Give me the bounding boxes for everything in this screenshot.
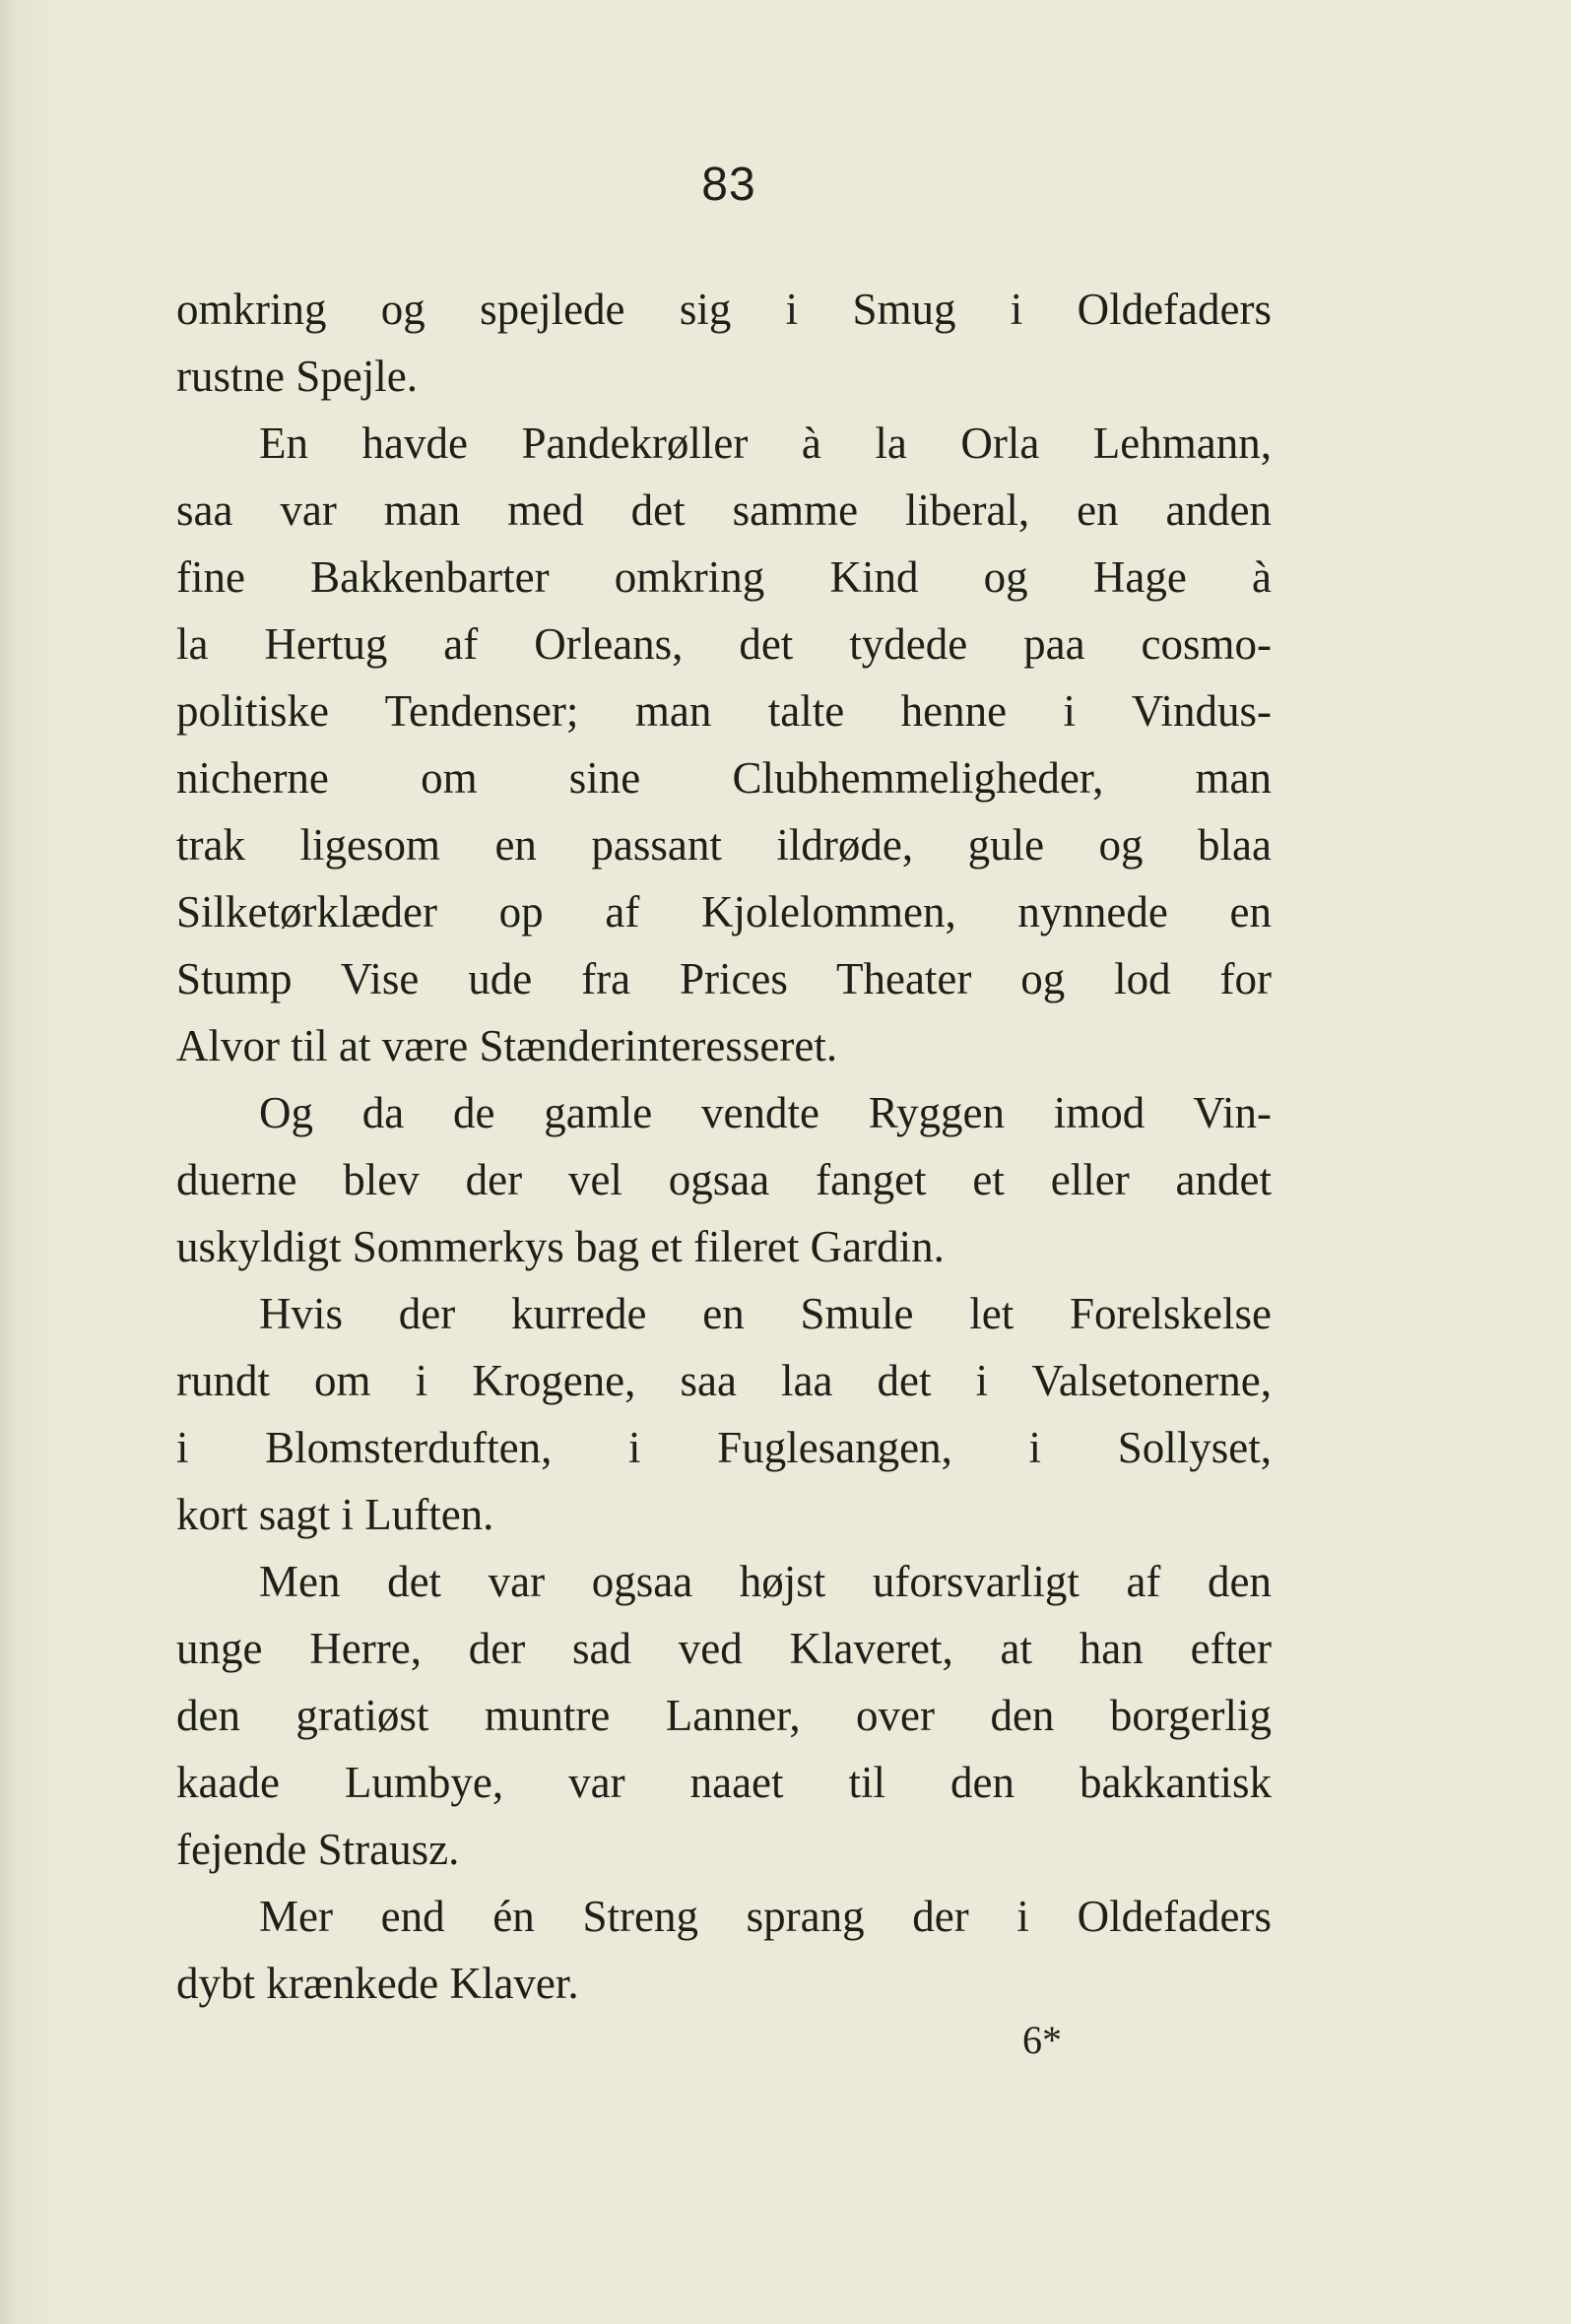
text-line: kort sagt i Luften. xyxy=(176,1490,494,1539)
page-number: 83 xyxy=(701,159,756,211)
text-line: den gratiøst muntre Lanner, over den borgerlig xyxy=(176,1691,1272,1740)
text-line: politiske Tendenser; man talte henne i Vindus- xyxy=(176,686,1272,736)
text-line: fine Bakkenbarter omkring Kind og Hage à xyxy=(176,552,1272,602)
text-line: Og da de gamle vendte Ryggen imod Vin- xyxy=(259,1088,1272,1137)
text-line: kaade Lumbye, var naaet til den bakkantisk xyxy=(176,1758,1272,1807)
text-line: rustne Spejle. xyxy=(176,352,418,401)
text-line: omkring og spejlede sig i Smug i Oldefaders xyxy=(176,285,1272,334)
text-line: unge Herre, der sad ved Klaveret, at han efter xyxy=(176,1624,1272,1673)
signature-mark: 6* xyxy=(1022,2018,1062,2062)
text-line: dybt krænkede Klaver. xyxy=(176,1959,579,2008)
body-text xyxy=(176,276,1272,2017)
text-line: uskyldigt Sommerkys bag et fileret Gardin. xyxy=(176,1222,945,1271)
text-line: En havde Pandekrøller à la Orla Lehmann, xyxy=(259,419,1272,468)
text-line: la Hertug af Orleans, det tydede paa cosmo- xyxy=(176,619,1272,669)
text-line: trak ligesom en passant ildrøde, gule og blaa xyxy=(176,820,1272,870)
text-line: rundt om i Krogene, saa laa det i Valsetonerne, xyxy=(176,1356,1272,1405)
text-line: Silketørklæder op af Kjolelommen, nynnede en xyxy=(176,887,1272,936)
text-line: saa var man med det samme liberal, en anden xyxy=(176,485,1272,535)
text-line: fejende Strausz. xyxy=(176,1825,460,1874)
text-line: Stump Vise ude fra Prices Theater og lod for xyxy=(176,954,1272,1003)
text-line: Alvor til at være Stænderinteresseret. xyxy=(176,1021,838,1070)
text-line: duerne blev der vel ogsaa fanget et eller andet xyxy=(176,1155,1272,1204)
text-line: Hvis der kurrede en Smule let Forelskelse xyxy=(259,1289,1272,1338)
text-line: Mer end én Streng sprang der i Oldefaders xyxy=(259,1892,1272,1941)
text-line: nicherne om sine Clubhemmeligheder, man xyxy=(176,753,1272,803)
text-line: Men det var ogsaa højst uforsvarligt af den xyxy=(259,1557,1272,1606)
text-line: i Blomsterduften, i Fuglesangen, i Sollyset, xyxy=(176,1423,1272,1472)
